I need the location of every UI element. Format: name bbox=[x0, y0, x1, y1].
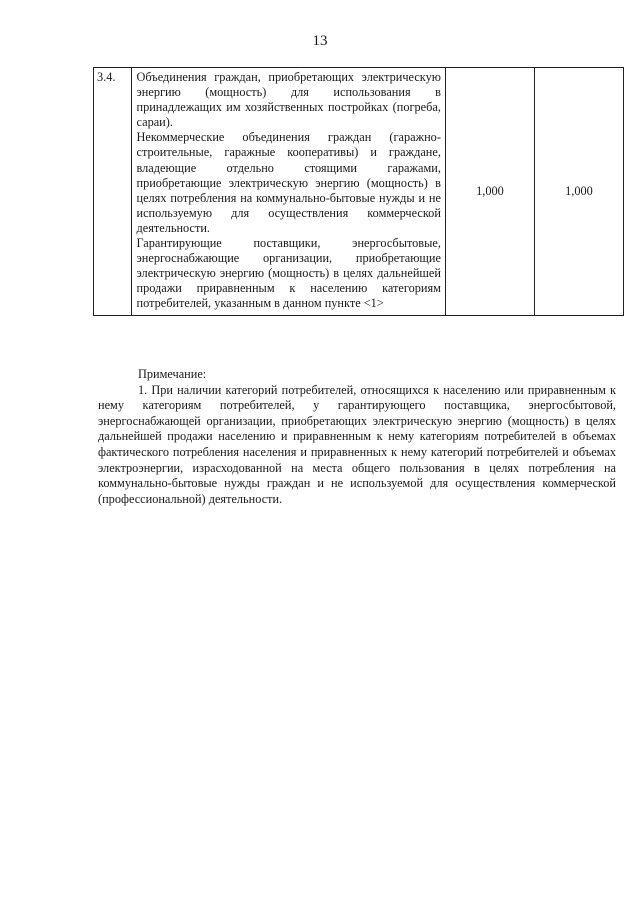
tariff-table bbox=[93, 67, 624, 316]
row-value-2: 1,000 bbox=[534, 68, 623, 316]
note-title: Примечание: bbox=[138, 367, 207, 381]
row-number: 3.4. bbox=[94, 68, 132, 316]
row-description bbox=[131, 68, 445, 316]
table-row bbox=[94, 68, 624, 316]
note-block bbox=[98, 367, 616, 507]
page-number: 13 bbox=[312, 33, 328, 49]
description-paragraph-1: Объединения граждан, приобретающих электрическую энергию (мощность) для использования в принадлежащих им хозяйственных постройках (погреба, сараи). bbox=[136, 70, 441, 130]
note-text: 1. При наличии категорий потребителей, относящихся к населению или приравненным к нему категориям потребителей, у гарантирующего поставщика, энергосбытовой, энергоснабжающей организации, приобретающих электрическую энергию (мощность) в целях дальнейшей продажи населению и приравненным к нему категориям потребителей в объемах фактического потребления населения и приравненных к нему категорий потребителей и объемах электроэнергии, израсходованной на места общего пользования в целях потребления на коммунально-бытовые нужды граждан и не используемой для осуществления коммерческой (профессиональной) деятельности. bbox=[98, 382, 616, 506]
description-paragraph-2: Некоммерческие объединения граждан (гаражно-строительные, гаражные кооперативы) и граждане, владеющие отдельно стоящими гаражами, приобретающие электрическую энергию (мощность) в целях потребления на коммунально-бытовые нужды и не используемую для осуществления коммерческой деятельности. bbox=[136, 130, 441, 235]
row-value-1: 1,000 bbox=[445, 68, 534, 316]
description-paragraph-3: Гарантирующие поставщики, энергосбытовые, энергоснабжающие организации, приобретающие электрическую энергию (мощность) в целях дальнейшей продажи приравненным к населению категориям потребителей, указанным в данном пункте <1> bbox=[136, 236, 441, 311]
